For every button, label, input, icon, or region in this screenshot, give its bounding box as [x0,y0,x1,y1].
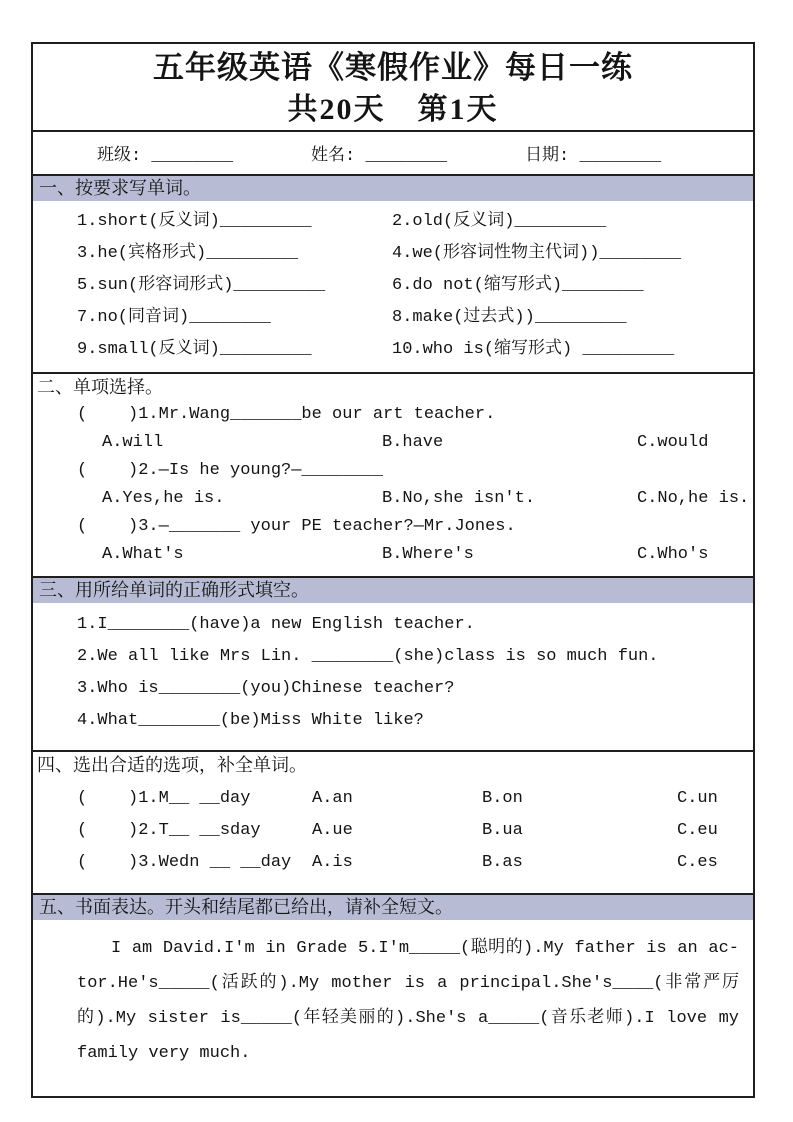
word-row-3 [77,847,753,879]
word-row-2-option-b: B.ua [482,821,523,840]
question-1-option-a: A.will [102,433,164,452]
name-blank-line: ________ [365,147,448,166]
word-item-2: 2.old(反义词)_________ [392,212,607,231]
word-item-5: 5.sun(形容词形式)_________ [77,276,326,295]
section-3-header: 三、用所给单词的正确形式填空。 [33,578,753,603]
section-1-write-words [33,176,753,372]
section-3-fill-blanks [33,576,753,750]
word-row-2-option-c: C.eu [677,821,718,840]
word-item-9: 9.small(反义词)_________ [77,340,312,359]
question-2-options [102,485,753,513]
question-3-options [102,541,753,569]
worksheet-page [31,42,755,1098]
question-2-option-b: B.No,she isn't. [382,489,536,508]
word-row-1-option-c: C.un [677,789,718,808]
section-1-items [77,206,753,366]
fill-item-4: 4.What________(be)Miss White like? [77,711,424,730]
question-3-stem: ( )3.—_______ your PE teacher?—Mr.Jones. [77,517,516,536]
date-label: 日期: [525,147,580,166]
word-item-4: 4.we(形容词性物主代词))________ [392,244,682,263]
writing-passage: I am David.I'm in Grade 5.I'm_____(聪明的).My father is an ac-tor.He's_____(活跃的).My mother is a principal.She's____(非常严厉的).My sister is_____(年轻美丽的).She's a_____(音乐老师).I love my family very much. [77,939,739,1063]
word-item-3: 3.he(宾格形式)_________ [77,244,299,263]
section-4-rows [33,783,753,879]
question-2-stem: ( )2.—Is he young?—________ [77,461,384,480]
section-2-header: 二、单项选择。 [37,377,163,397]
word-row-3-option-a: A.is [312,853,353,872]
word-item-6: 6.do not(缩写形式)________ [392,276,644,295]
question-1-stem: ( )1.Mr.Wang_______be our art teacher. [77,405,496,424]
word-row-1-option-b: B.on [482,789,523,808]
section-5-header: 五、书面表达。开头和结尾都已给出，请补全短文。 [33,895,753,920]
word-row-3-stem: ( )3.Wedn __ __day [77,853,292,872]
class-blank-line: ________ [151,147,234,166]
name-field [311,140,447,166]
question-2-option-c: C.No,he is. [637,489,750,508]
question-3-option-c: C.Who's [637,545,709,564]
section-2-multiple-choice [33,372,753,576]
question-1-option-b: B.have [382,433,444,452]
question-1-options [102,429,753,457]
fill-item-3: 3.Who is________(you)Chinese teacher? [77,679,455,698]
class-label: 班级: [97,147,152,166]
section-4-complete-words [33,750,753,893]
question-3-option-a: A.What's [102,545,184,564]
word-item-7: 7.no(同音词)________ [77,308,271,327]
page-title: 五年级英语《寒假作业》每日一练 [153,50,633,85]
page-subtitle: 共20天 第1天 [287,93,499,126]
name-label: 姓名: [311,147,366,166]
question-1-option-c: C.would [637,433,709,452]
word-item-10: 10.who is(缩写形式) _________ [392,340,675,359]
word-row-3-option-c: C.es [677,853,718,872]
section-1-header: 一、按要求写单词。 [33,176,753,201]
fill-item-2: 2.We all like Mrs Lin. ________(she)class is so much fun. [77,647,659,666]
question-2-option-a: A.Yes,he is. [102,489,225,508]
date-field [525,140,661,166]
date-blank-line: ________ [579,147,662,166]
word-row-2-option-a: A.ue [312,821,353,840]
section-5-writing [33,893,753,1096]
word-row-1 [77,783,753,815]
word-item-8: 8.make(过去式))_________ [392,308,627,327]
word-row-1-option-a: A.an [312,789,353,808]
title-block [33,44,753,132]
question-3-option-b: B.Where's [382,545,474,564]
word-row-3-option-b: B.as [482,853,523,872]
word-row-1-stem: ( )1.M__ __day [77,789,251,808]
section-4-header: 四、选出合适的选项，补全单词。 [37,755,307,775]
fill-item-1: 1.I________(have)a new English teacher. [77,615,475,634]
student-info-row [33,132,753,176]
word-row-2 [77,815,753,847]
word-row-2-stem: ( )2.T__ __sday [77,821,261,840]
class-field [97,140,233,166]
word-item-1: 1.short(反义词)_________ [77,212,312,231]
